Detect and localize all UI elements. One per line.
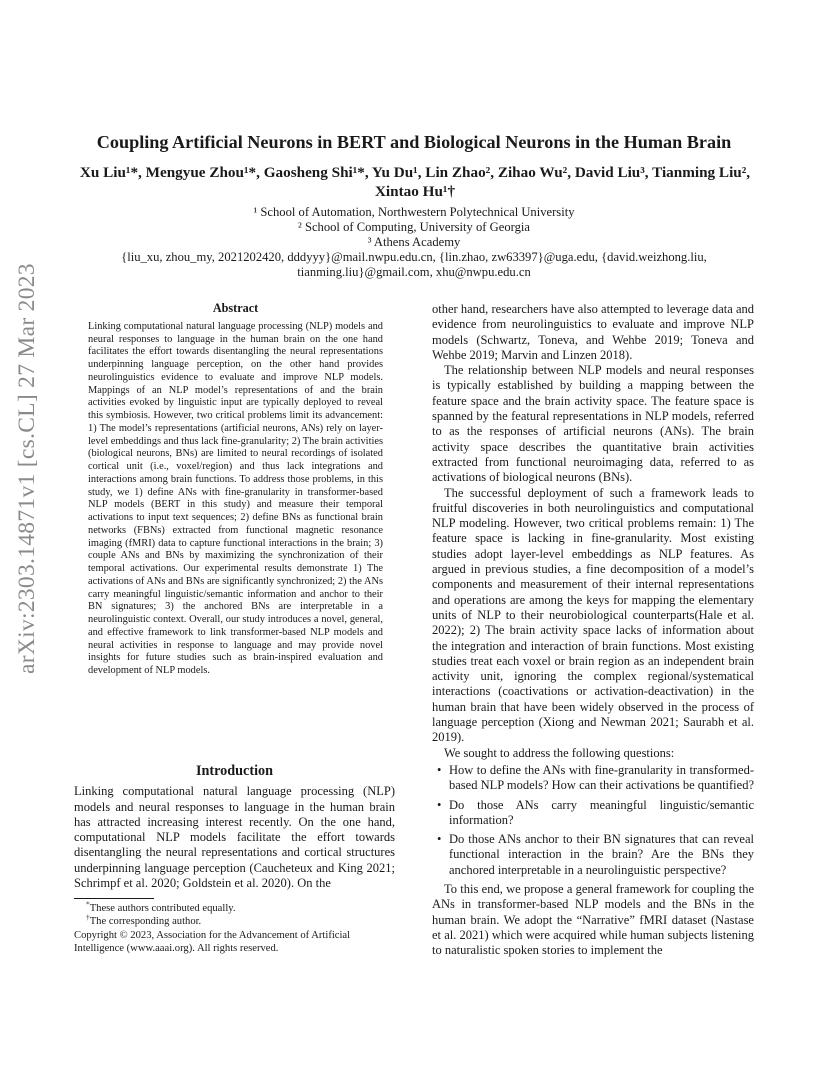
list-item: • Do those ANs carry meaningful linguistic/semantic information?	[437, 797, 754, 827]
author-list: Xu Liu¹*, Mengyue Zhou¹*, Gaosheng Shi¹*, Yu Du¹, Lin Zhao², Zihao Wu², David Liu³, Tianming Liu², Xintao Hu¹†	[79, 164, 751, 200]
paragraph-continuation: other hand, researchers have also attempted to leverage data and evidence from neurolinguistics to evaluate and improve NLP models (Schwartz, Toneva, and Wehbe 2019; Toneva and Wehbe 2019; Marvin and Linzen 2018).	[432, 302, 754, 362]
paragraph-problems: The successful deployment of such a framework leads to fruitful discoveries in both neurolinguistics and computational NLP modeling. However, two critical problems remain: 1) The feature space is lacking in fine-granularity. Most existing studies adopt layer-level embeddings as NLP features. As argued in previous studies, a fine decomposition of a model’s components and measurement of their internal representations and operations are among the keys for mapping the elementary units of NLP to their neurobiological counterparts(Hale et al. 2022); 2) The brain activity space lacks of information about the integration and interaction of brain functions. Most existing studies treat each voxel or brain region as an independent brain activity unit, ignoring the complex regional/systematical interactions (coactivations or activation-deactivation) in the human brain that have been widely observed in the process of language perception (Xiong and Newman 2021; Saurabh et al. 2019).	[432, 485, 754, 745]
affiliation-1: ¹ School of Automation, Northwestern Polytechnical University	[253, 205, 575, 219]
bullet-icon: •	[437, 797, 442, 812]
email-line-2: tianming.liu}@gmail.com, xhu@nwpu.edu.cn	[297, 265, 531, 279]
abstract-section	[88, 302, 383, 678]
copyright-notice: Copyright © 2023, Association for the Advancement of Artificial Intelligence (www.aaai.org). All rights reserved.	[74, 930, 351, 954]
right-column	[432, 302, 754, 958]
list-item: • How to define the ANs with fine-granularity in transformed-based NLP models? How can their activations be quantified?	[437, 762, 754, 793]
footnote-equal-contribution: *These authors contributed equally.	[86, 899, 236, 914]
arxiv-identifier: arXiv:2303.14871v1 [cs.CL] 27 Mar 2023	[14, 263, 40, 674]
affiliation-3: ³ Athens Academy	[367, 235, 461, 249]
bullet-icon: •	[437, 832, 442, 847]
paper-title: Coupling Artificial Neurons in BERT and Biological Neurons in the Human Brain	[96, 132, 732, 152]
paragraph-mapping: The relationship between NLP models and neural responses is typically established by building a mapping between the feature space and the brain activity space. The feature space is spanned by the featural representations in NLP models, referred to as the responses of artificial neurons (ANs). The brain activity space describes the quantitative brain activities extracted from functional neuroimaging data, referred to as activations of biological neurons (BNs).	[432, 363, 754, 485]
introduction-text: Linking computational natural language processing (NLP) models and neural responses to language in the human brain has attracted increasing interest recently. On the one hand, computational NLP models facilitate the effort towards disentangling the neural representations and cortical structures underpinning language perception (Caucheteux and King 2021; Schrimpf et al. 2020; Goldstein et al. 2020). On the	[74, 784, 395, 891]
introduction-section	[74, 764, 395, 891]
footnotes	[74, 898, 395, 955]
affiliations	[80, 205, 748, 280]
abstract-text: Linking computational natural language processing (NLP) models and neural responses to language in the human brain on the one hand facilitates the effort towards disentangling the neural representations underpinning language perception, on the other hand provides neurolinguistics evidence to evaluate and improve NLP models. Mappings of an NLP model’s representations of and the brain activities evoked by linguistic input are typically deployed to reveal this symbiosis. However, two critical problems limit its advancement: 1) The model’s representations (artificial neurons, ANs) rely on layer-level embeddings and thus lack fine-granularity; 2) The brain activities (biological neurons, BNs) are limited to neural recordings of isolated cortical unit (i.e., voxel/region) and thus lack integrations and interactions among brain functions. To address those problems, in this study, we 1) define ANs with fine-granularity in transformer-based NLP models (BERT in this study) and measure their temporal activations to input text sequences; 2) define BNs as functional brain networks (FBNs) extracted from functional magnetic resonance imaging (fMRI) data to capture functional interactions in the brain; 3) couple ANs and BNs by maximizing the synchronization of their temporal activations. Our experimental results demonstrate 1) The activations of ANs and BNs are significantly synchronized; 2) the ANs carry meaningful linguistic/semantic information and anchor to their BN signatures; 3) the anchored BNs are interpretable in a neurolinguistic context. Overall, our study introduces a novel, general, and effective framework to link transformer-based NLP models and neural activities in response to language and may provide novel insights for future studies such as brain-inspired evaluation and development of NLP models.	[88, 320, 383, 676]
email-line-1: {liu_xu, zhou_my, 2021202420, dddyyy}@mail.nwpu.edu.cn, {lin.zhao, zw63397}@uga.edu, {david.weizhong.liu,	[121, 250, 707, 264]
bullet-icon: •	[437, 762, 442, 777]
paragraph-framework: To this end, we propose a general framework for coupling the ANs in transformer-based NLP models and the BNs in the human brain. We adopt the “Narrative” fMRI dataset (Nastase et al. 2021) which were acquired while human subjects listening to naturalistic spoken stories to implement the	[432, 881, 754, 958]
introduction-heading: Introduction	[196, 763, 273, 779]
paragraph-questions-intro: We sought to address the following questions:	[444, 745, 675, 760]
footnote-corresponding-author: †The corresponding author.	[86, 911, 202, 927]
list-item: • Do those ANs anchor to their BN signatures that can reveal functional interaction in the brain? Are the BNs they anchored interpretable in a neurolinguistic perspective?	[437, 832, 754, 877]
affiliation-2: ² School of Computing, University of Georgia	[298, 220, 530, 234]
question-list	[432, 763, 754, 878]
abstract-heading: Abstract	[212, 301, 259, 315]
